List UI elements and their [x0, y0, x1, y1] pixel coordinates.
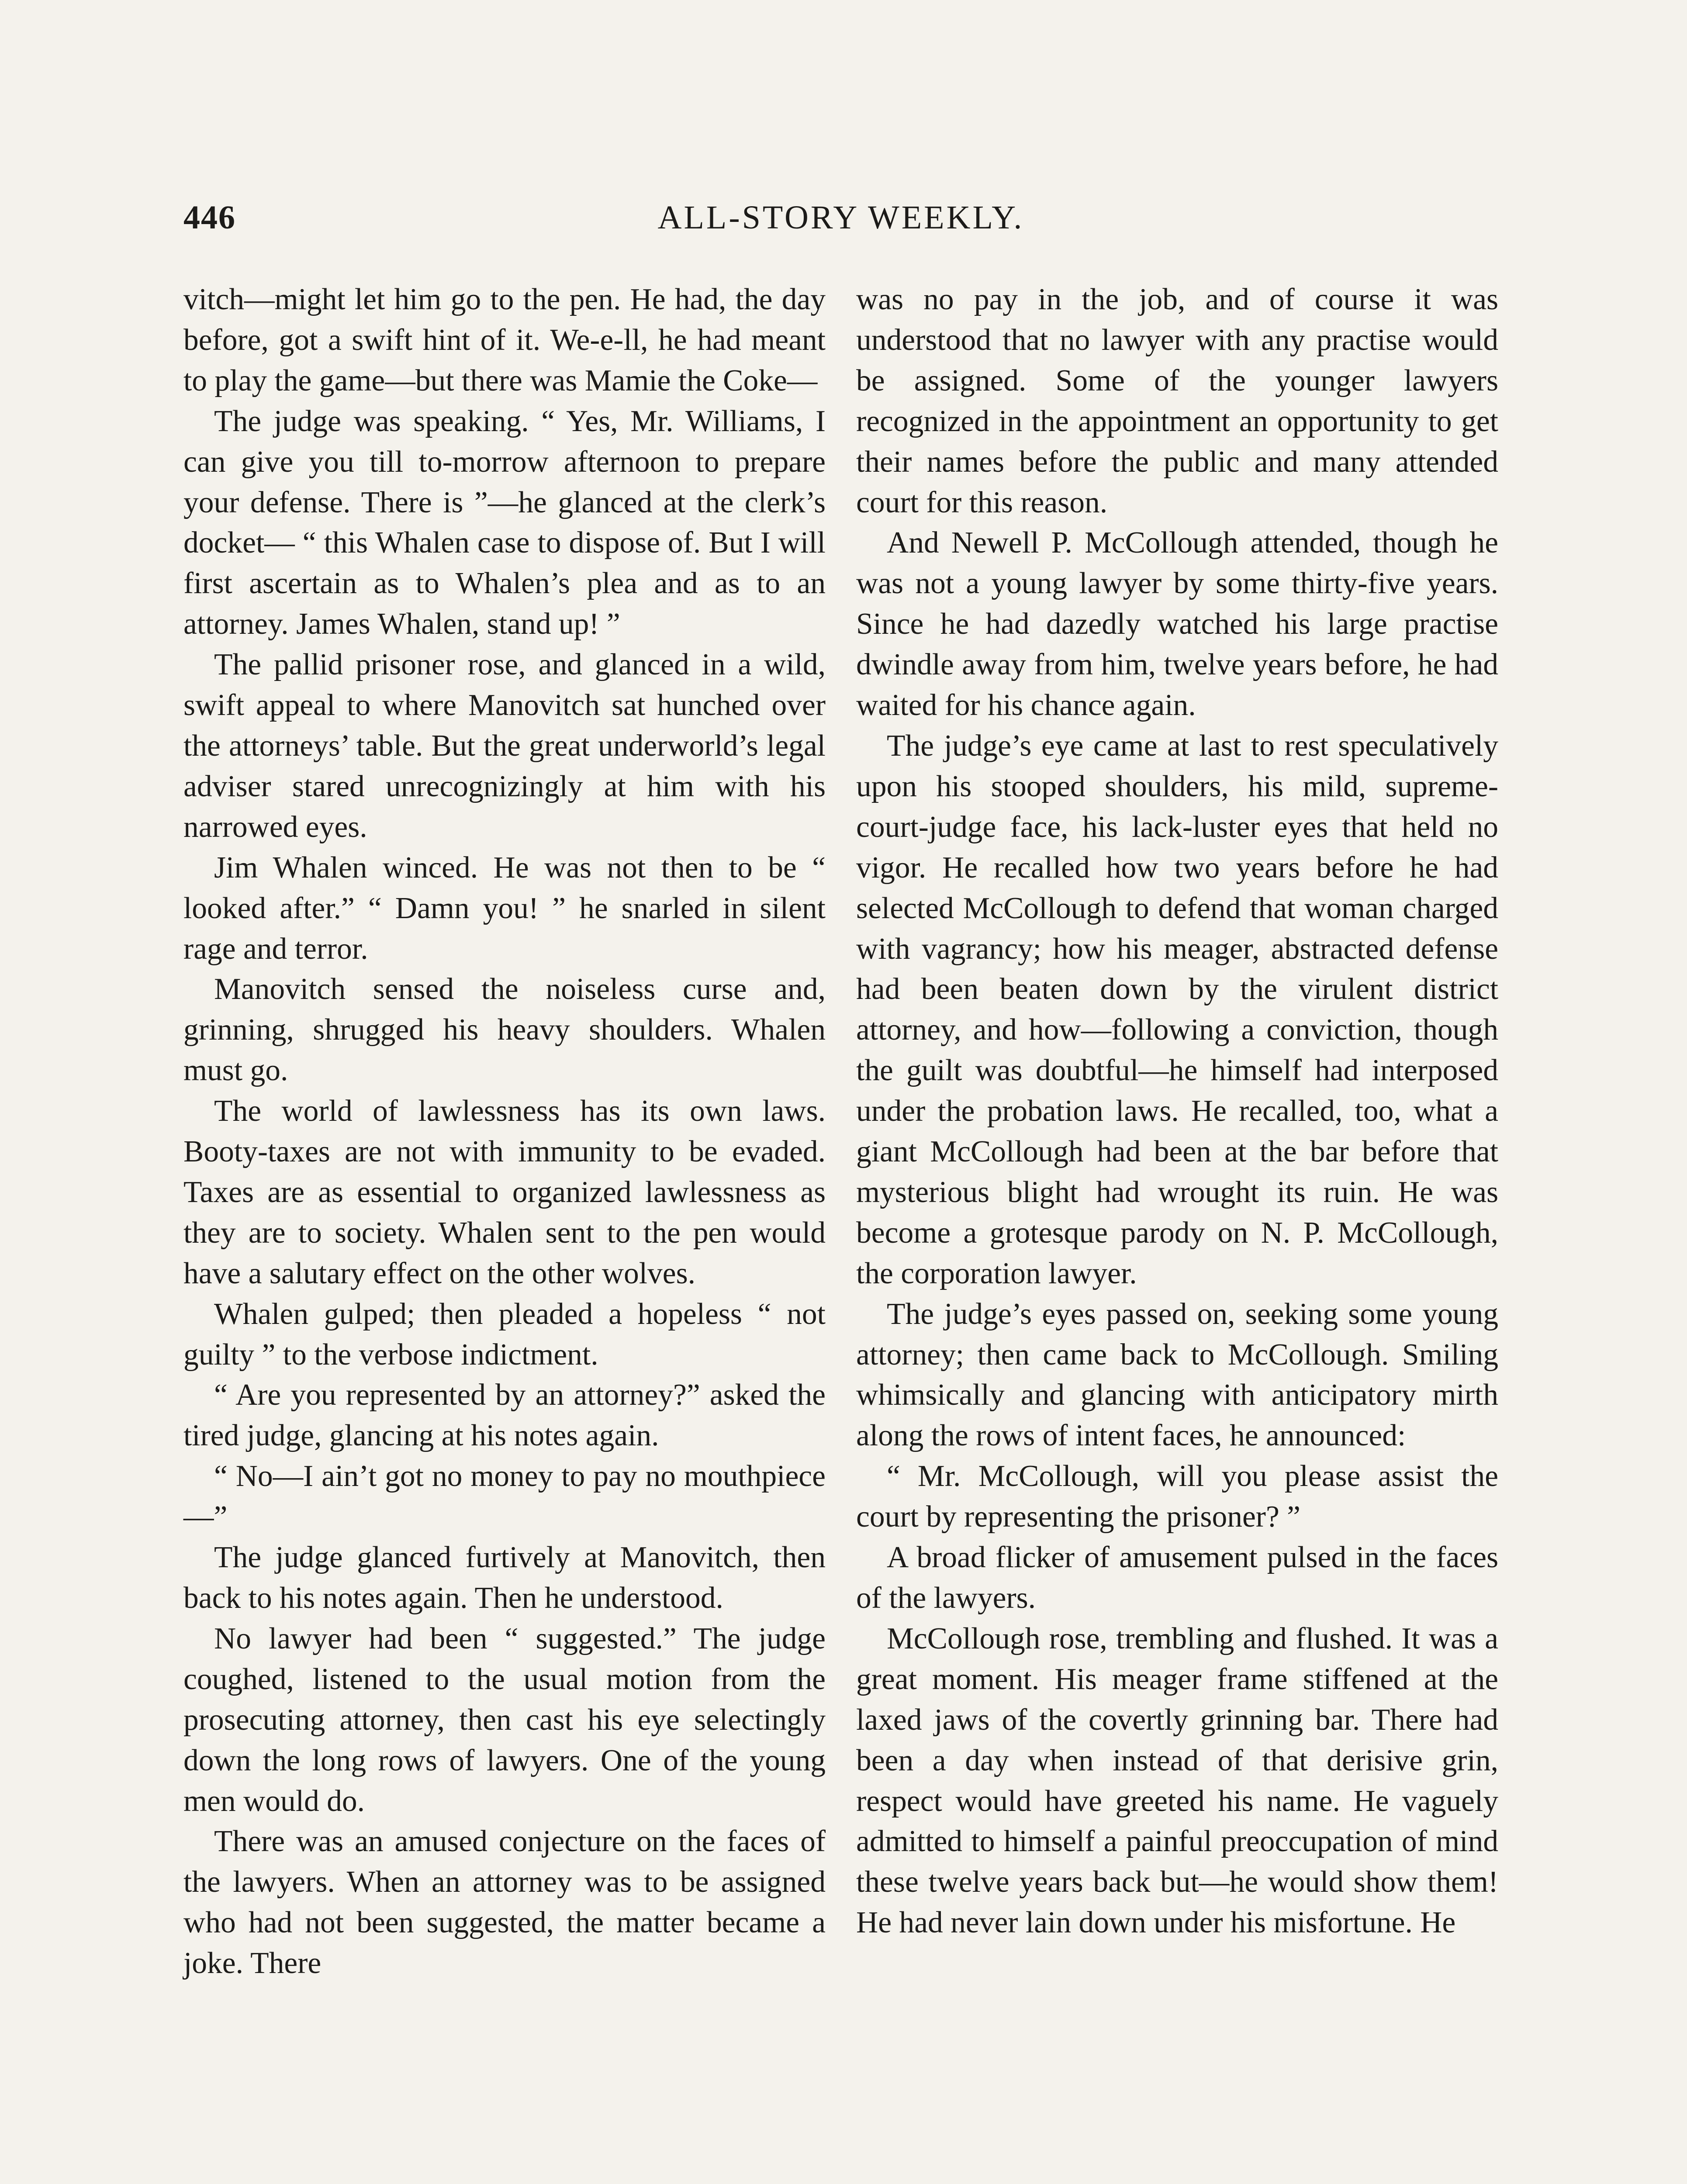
paragraph: The world of lawlessness has its own laws. Booty-taxes are not with immunity to be evaded. Taxes are as essential to organized lawlessness as they are to society. Whalen sent to the pen would have a salutary effect on the other wolves.: [183, 1094, 826, 1290]
paragraph: There was an amused conjecture on the faces of the lawyers. When an attorney was to be assigned who had not been suggested, the matter became a joke. There: [183, 1825, 826, 1980]
paragraph: The pallid prisoner rose, and glanced in a wild, swift appeal to where Manovitch sat hunched over the attorneys’ table. But the great underworld’s legal adviser stared unrecognizingly at him with his narrowed eyes.: [183, 648, 826, 844]
paragraph: Whalen gulped; then pleaded a hopeless “ not guilty ” to the verbose indictment.: [183, 1297, 826, 1372]
left-column: [183, 280, 826, 1984]
running-title: ALL-STORY WEEKLY.: [657, 199, 1024, 236]
paragraph: “ Mr. McCollough, will you please assist the court by representing the prisoner? ”: [856, 1459, 1498, 1534]
paragraph: McCollough rose, trembling and flushed. It was a great moment. His meager frame stiffened at the laxed jaws of the covertly grinning bar. There had been a day when instead of that derisive grin, respect would have greeted his name. He vaguely admitted to himself a painful preoccupation of mind these twelve years back but—he would show them! He had never lain down under his misfortune. He: [856, 1621, 1498, 1940]
paragraph: The judge’s eyes passed on, seeking some young attorney; then came back to McCollough. Smiling whimsically and glancing with anticipatory mirth along the rows of intent faces, he announced:: [856, 1297, 1498, 1453]
paragraph: was no pay in the job, and of course it was understood that no lawyer with any practise would be assigned. Some of the younger lawyers recognized in the appointment an opportunity to get their names before the public and many attended court for this reason.: [856, 283, 1498, 519]
paragraph: A broad flicker of amusement pulsed in the faces of the lawyers.: [856, 1541, 1498, 1615]
page-header: [183, 199, 1498, 251]
right-column: [856, 280, 1498, 1943]
paragraph: And Newell P. McCollough attended, though he was not a young lawyer by some thirty-five years. Since he had dazedly watched his large practise dwindle away from him, twelve years before, he had waited for his chance again.: [856, 526, 1498, 722]
paragraph: The judge glanced furtively at Manovitch, then back to his notes again. Then he understood.: [183, 1541, 826, 1615]
paragraph: “ Are you represented by an attorney?” asked the tired judge, glancing at his notes again.: [183, 1378, 826, 1453]
paragraph: No lawyer had been “ suggested.” The judge coughed, listened to the usual motion from the prosecuting attorney, then cast his eye selectingly down the long rows of lawyers. One of the young men would do.: [183, 1621, 826, 1818]
paragraph: Jim Whalen winced. He was not then to be “ looked after.” “ Damn you! ” he snarled in silent rage and terror.: [183, 850, 826, 966]
paragraph: The judge was speaking. “ Yes, Mr. Williams, I can give you till to-morrow afternoon to prepare your defense. There is ”—he glanced at the clerk’s docket— “ this Whalen case to dispose of. But I will first ascertain as to Whalen’s plea and as to an attorney. James Whalen, stand up! ”: [183, 404, 826, 641]
paragraph: “ No—I ain’t got no money to pay no mouthpiece—”: [183, 1459, 826, 1534]
page-number: 446: [183, 199, 236, 236]
paragraph: Manovitch sensed the noiseless curse and, grinning, shrugged his heavy shoulders. Whalen must go.: [183, 972, 826, 1088]
paragraph: The judge’s eye came at last to rest speculatively upon his stooped shoulders, his mild, supreme-court-judge face, his lack-luster eyes that held no vigor. He recalled how two years before he had selected McCollough to defend that woman charged with vagrancy; how his meager, abstracted defense had been beaten down by the virulent district attorney, and how—following a conviction, though the guilt was doubtful—he himself had interposed under the probation laws. He recalled, too, what a giant McCollough had been at the bar before that mysterious blight had wrought its ruin. He was become a grotesque parody on N. P. McCollough, the corporation lawyer.: [856, 729, 1498, 1290]
paragraph: vitch—might let him go to the pen. He had, the day before, got a swift hint of it. We-e-ll, he had meant to play the game—but there was Mamie the Coke—: [183, 283, 826, 397]
